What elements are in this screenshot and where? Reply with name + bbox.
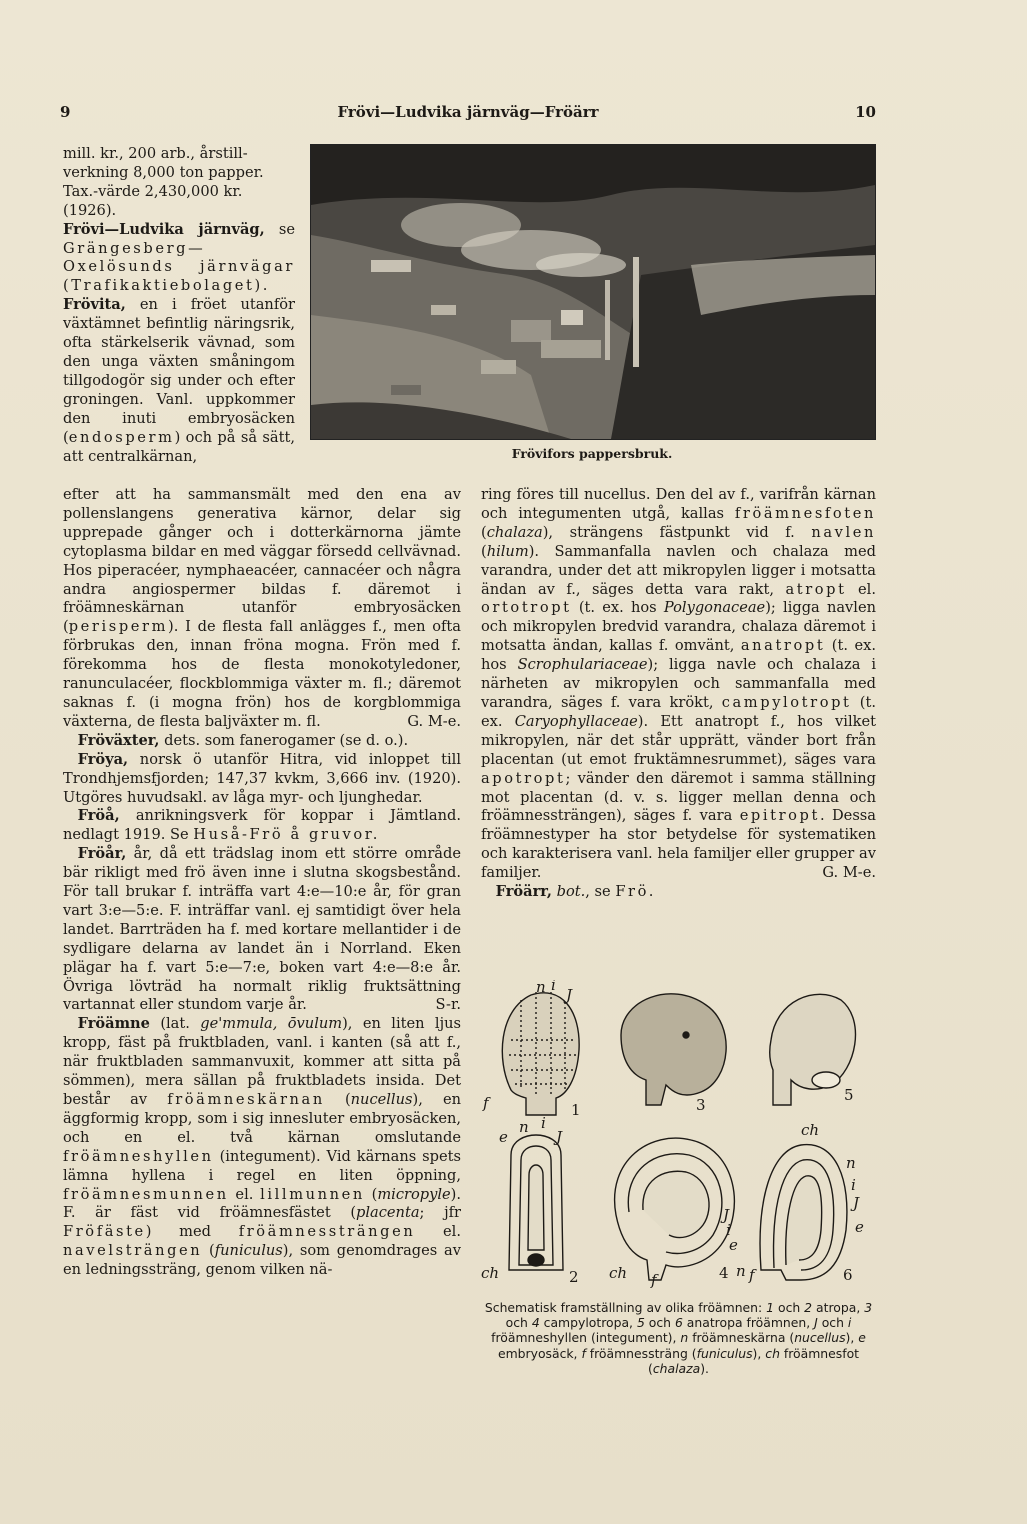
term: anatropt <box>740 637 826 655</box>
figure-number-4: 4 <box>719 1264 729 1282</box>
label-i: i <box>851 1176 856 1194</box>
entry-froamne: Fröämne (lat. ge'mmula, ōvulum), en liten ljus kropp, fäst på fruktbladen, vanl. i kanten (så att f., när fruktbladen sammanvuxit, kommer att sitta på sömmen), mera sällan på fruktbladets insida. Det består av fröämneskärnan (nucellus), en äggformig kropp, som i sig innesluter embryosäcken, och en el. två kärnan omslutande fröämneshyllen (integument). Vid kärnans spets lämna hyllena i regel en liten öppning, fröämnesmunnen el. lillmunnen (micropyle). F. är fäst vid fröämnesfästet (placenta; jfr Fröfäste) med fröämnessträngen el. navelsträngen (funiculus), som genomdrages av en ledningssträng, genom vilken nä- <box>63 1015 461 1279</box>
entry-froya: Fröya, norsk ö utanför Hitra, vid inloppet till Trondhjemsfjorden; 147,37 kvkm, 3,666 inv. (1920). Utgöres huvudsakl. av låga myr- och ljunghedar. <box>63 750 461 806</box>
right-column <box>481 486 876 902</box>
term: fröämnesmunnen <box>63 1185 229 1203</box>
ovule-4-campylotropous-section <box>609 1138 757 1289</box>
term: atropt <box>785 580 847 598</box>
label-n: n <box>536 980 546 996</box>
cross-reference: Huså-Frö å gruvor. <box>193 826 380 844</box>
label-i: i <box>541 1114 546 1132</box>
cross-reference: Fröfäste <box>63 1223 146 1241</box>
term: ortotropt <box>481 599 572 617</box>
ovule-illustration <box>481 980 876 1298</box>
label-e: e <box>729 1236 738 1254</box>
term: endosperm <box>68 428 175 446</box>
entry-froamne-continued: ring föres till nucellus. Den del av f., varifrån kärnan och integumenten utgå, kallas fröämnesfoten (chalaza), strängens fästpunkt vid f. navlen (hilum). Sammanfalla navlen och chalaza med varandra, under det att mikropylen ligger i motsatta ändan av f., säges detta vara rakt, atropt el. ortotropt (t. ex. hos Polygonaceae); ligga navlen och mikropylen bredvid varandra, chalaza däremot i motsatta ändan, kallas f. omvänt, anatropt (t. ex. hos Scrophulariaceae); ligga navle och chalaza i närheten av mikropylen och sammanfalla med varandra, säges f. vara krökt, campylotropt (t. ex. Caryophyllaceae). Ett anatropt f., hos vilket mikropylen, när det står upprätt, vänder bort från placentan (ut emot fruktämnesrummet), säges vara apotropt; vänder den däremot i samma ställning mot placentan (d. v. s. ligger mellan denna och fröämnessträngen), säges f. vara epitropt. Dessa fröämnestyper ha stor betydelse för systematiken och karakterisera vanl. hela familjer eller grupper av familjer. G. M-e. <box>481 486 877 882</box>
ovule-1-atropous <box>482 980 581 1119</box>
running-title: Frövi—Ludvika järnväg—Fröärr <box>337 103 599 121</box>
photo-caption: Frövifors pappersbruk. <box>511 446 673 461</box>
entry-headword: Frövita, <box>63 296 126 314</box>
left-column-top <box>63 145 295 466</box>
label-i: i <box>726 1221 731 1239</box>
entry-froa: Fröå, anrikningsverk för koppar i Jämtland. nedlagt 1919. Se Huså-Frö å gruvor. <box>63 807 461 844</box>
figure-number-5: 5 <box>844 1086 854 1104</box>
term: epitropt <box>739 807 820 825</box>
cross-reference: Grängesberg—Oxelösunds järnvägar (Trafikaktiebolaget). <box>63 239 295 295</box>
term: fröämneshyllen <box>63 1147 214 1165</box>
text-line: (1926). <box>63 201 117 219</box>
ovule-3-campylotropous <box>621 994 726 1114</box>
entry-headword: Fröya, <box>77 750 129 768</box>
label-J: J <box>853 1194 860 1212</box>
entry-headword: Fröår, <box>77 845 127 863</box>
term: fröämnessträngen <box>238 1223 416 1241</box>
entry-frovi-ludvika: Frövi—Ludvika järnväg, se Grängesberg—Oxelösunds järnvägar (Trafikaktiebolaget). <box>63 220 295 295</box>
ovule-5-anatropous <box>770 994 856 1105</box>
label-e: e <box>499 1128 508 1146</box>
left-column <box>63 486 461 1280</box>
label-J: J <box>556 1128 563 1146</box>
figure-caption: Schematisk framställning av olika fröämnen: 1 och 2 atropa, 3 och 4 campylotropa, 5 och 6 anatropa fröämnen, J och i fröämneshyllen (integument), n fröämneskärna (nucellus), e embryosäck, f fröämnessträng (funiculus), ch fröämnesfot (chalaza). <box>484 1300 873 1376</box>
figure-number-2: 2 <box>569 1268 579 1286</box>
label-i: i <box>551 980 556 994</box>
term: campylotropt <box>721 693 852 711</box>
figure-number-6: 6 <box>843 1266 853 1284</box>
term: fröämnesfoten <box>734 504 876 522</box>
label-ch: ch <box>609 1264 628 1282</box>
label-e: e <box>855 1218 864 1236</box>
entry-headword: Frövi—Ludvika järnväg, <box>63 220 265 238</box>
label-n: n <box>736 1262 746 1280</box>
entry-frovita: Frövita, en i fröet utanför växtämnet befintlig näringsrik, ofta stärkelserik vävnad, som den unga växten småningom tillgodogör sig under och efter groningen. Vanl. uppkommer den inuti embryosäcken (endosperm) och på så sätt, att centralkärnan, <box>63 296 295 465</box>
author-signature: S-r. <box>435 996 461 1014</box>
ovule-2-atropous-section <box>481 1114 579 1286</box>
author-signature: G. M-e. <box>407 712 461 730</box>
running-header <box>60 103 876 127</box>
label-n: n <box>519 1118 529 1136</box>
entry-headword: Fröärr, <box>495 883 552 901</box>
ovule-figure <box>481 980 876 1298</box>
text-line: Tax.-värde 2,430,000 kr. <box>63 182 243 200</box>
page-number-left: 9 <box>60 103 71 121</box>
entry-froar: Fröår, år, då ett trädslag inom ett större område bär rikligt med frö även inne i slutna skogsbestånd. För tall brukar f. inträffa vart 4:e—10:e år, för gran vart 3:e—5:e. F. inträffar vanl. ej samtidigt över hela landet. Barrträden ha f. med kortare mellantider i de sydligare delarna av landet än i Norrland. Eken plägar ha f. vart 5:e—7:e, boken vart 4:e—8:e år. Övriga lövträd ha normalt riklig fruktsättning vartannat eller stundom varje år. S-r. <box>63 845 461 1014</box>
author-signature: G. M-e. <box>822 864 876 882</box>
page-number-right: 10 <box>855 103 876 121</box>
entry-headword: Fröämne <box>77 1015 150 1033</box>
label-J: J <box>723 1206 730 1224</box>
entry-froarr: Fröärr, bot., se Frö. <box>495 883 656 901</box>
term: perisperm <box>68 618 169 636</box>
label-f: f <box>483 1094 489 1112</box>
label-f: f <box>651 1271 657 1289</box>
label-ch: ch <box>801 1121 820 1139</box>
entry-frovita-continued: efter att ha sammansmält med den ena av pollenslangens generativa kärnor, delar sig upprepade gånger och i dotterkärnorna jämte cytoplasma bildar en med väggar försedd cellvävnad. Hos piperacéer, nymphaeacéer, cannacéer och några andra angiospermer bildas f. däremot i fröämneskärnan utanför embryosäcken (perisperm). I de flesta fall anlägges f., men ofta förbrukas den, innan fröna mogna. Frön med f. förekomma hos de flesta monokotyledoner, ranunculacéer, flockblommiga växter m. fl.; däremot saknas f. (i mogna frön) hos de korgblommiga växterna, de flesta baljväxter m. fl. G. M-e. <box>63 486 461 730</box>
term: lillmunnen <box>260 1185 365 1203</box>
entry-headword: Fröväxter, <box>77 731 160 749</box>
entry-frovaxter: Fröväxter, dets. som fanerogamer (se d. o.). <box>77 731 409 749</box>
figure-number-3: 3 <box>696 1096 706 1114</box>
label-n: n <box>846 1154 856 1172</box>
term: navlen <box>811 523 876 541</box>
entry-headword: Fröå, <box>77 807 120 825</box>
factory-photograph <box>310 144 876 440</box>
figure-number-1: 1 <box>571 1101 581 1119</box>
label-ch: ch <box>481 1264 500 1282</box>
ovule-6-anatropous-section <box>760 1121 864 1284</box>
label-J: J <box>566 986 573 1004</box>
term: apotropt <box>481 769 566 787</box>
term: navelsträngen <box>63 1242 203 1260</box>
term: fröämneskärnan <box>167 1091 325 1108</box>
label-f: f <box>749 1266 755 1284</box>
cross-reference: Frö. <box>615 883 656 901</box>
text-line: mill. kr., 200 arb., årstill- <box>63 145 248 162</box>
photo-image <box>311 145 875 439</box>
text-line: verkning 8,000 ton papper. <box>63 163 264 181</box>
